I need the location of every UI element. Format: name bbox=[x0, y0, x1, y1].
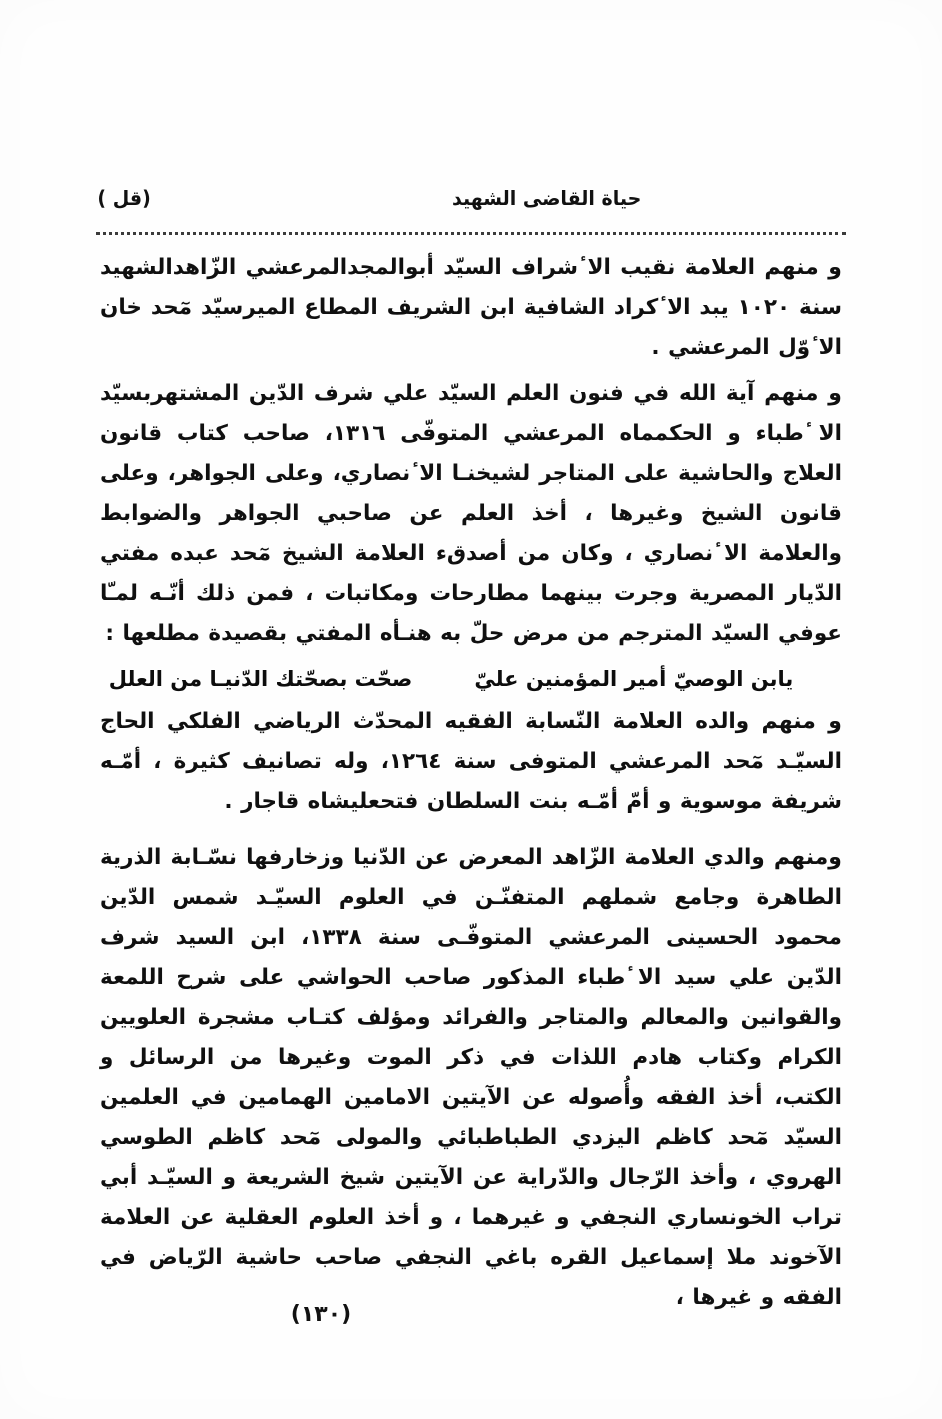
header-divider bbox=[96, 232, 846, 238]
header-running-title: حياة القاضى الشهيد bbox=[451, 186, 642, 210]
paragraph-4 bbox=[100, 838, 842, 1318]
paragraph-2 bbox=[100, 374, 842, 654]
page-body bbox=[100, 248, 842, 1309]
paragraph-2-lead: و منهم bbox=[764, 381, 842, 406]
paragraph-3 bbox=[100, 702, 842, 822]
verse-hemistich-right: صحّت بصحّتك الدّنيـا من العلل bbox=[108, 667, 413, 691]
paragraph-2-text: آية الله في فنون العلم السيّد علي شرف الدّين المشتهربسيّد الا ٔطباء و الحكمماه المرعشي المتوفّى ١٣١٦، صاحب كتاب قانون العلاج والحاشية على المتاجر لشيخنـا الا ٔنصاري، وعلى الجواهر، وعلى قانون الشيخ وغيرها ، أخذ العلم عن صاحبي الجواهر والضوابط والعلامة الا ٔنصاري ، وكان من أصدقء العلامة الشيخ مٓحد عبده مفتي الدّيار المصرية وجرت بينهما مطارحات ومكاتبات ، فمن ذلك أنّـه لمـّا عوفي السيّد المترجم من مرض حلّ به هنـأه المفتي بقصيدة مطلعها : bbox=[100, 381, 842, 646]
header-chapter-marker: (قل ) bbox=[97, 186, 151, 210]
page-number: (۱۳۰) bbox=[290, 1302, 352, 1327]
paragraph-3-lead: و منهم bbox=[761, 709, 842, 734]
paragraph-1-text: العلامة نقيب الا ٔشراف السيّد أبوالمجدالمرعشي الزّاهدالشهيد سنة ١٠٢٠ يبد الا ٔكراد الشافية ابن الشريف المطاع الميرسيّد مٓحد خان الا ٔوّل المرعشي . bbox=[100, 255, 843, 360]
paragraph-1-lead: و منهم bbox=[764, 255, 842, 280]
verse-couplet bbox=[100, 658, 842, 700]
page-footer bbox=[0, 1302, 942, 1327]
paragraph-1 bbox=[100, 248, 842, 368]
paragraph-3-text: والده العلامة النّسابة الفقيه المحدّث الرياضي الفلكي الحاج السيّـد مٓحد المرعشي المتوفى سنة ١٢٦٤، وله تصانيف كثيرة ، أمّـه شريفة موسوية و أمّ أمّـه بنت السلطان فتحعليشاه قاجار . bbox=[100, 709, 842, 814]
paragraph-4-lead: ومنهم bbox=[773, 845, 842, 870]
verse-hemistich-left: يابن الوصيّ أمير المؤمنين عليّ bbox=[474, 667, 794, 691]
paragraph-4-text: والدي العلامة الزّاهد المعرض عن الدّنيا وزخارفها نسّـابة الذرية الطاهرة وجامع شملهم المتفنّـن في العلوم السيّـد شمس الدّين محمود الحسينى المرعشي المتوفّـى سنة ١٣٣٨، ابن السيد شرف الدّين علي سيد الا ٔطباء المذكور صاحب الحواشي على شرح اللمعة والقوانين والمعالم والمتاجر والفرائد ومؤلف كتـاب مشجرة العلويين الكرام وكتاب هادم اللذات في ذكر الموت وغيرها من الرسائل و الكتب، أخذ الفقه وأُصوله عن الآيتين الامامين الهمامين في العلمين السيّد مٓحد كاظم اليزدي الطباطبائي والمولى مٓحد كاظم الطوسي الهروي ، وأخذ الرّجال والدّراية عن الآيتين شيخ الشريعة و السيّـد أبي تراب الخونساري النجفي و غيرهما ، و أخذ العلوم العقلية عن العلامة الآخوند ملا إسماعيل القره باغي النجفي صاحب حاشية الرّياض في الفقه و غيرها ، bbox=[100, 845, 842, 1310]
page-header bbox=[96, 186, 846, 226]
paragraph-spacer bbox=[100, 826, 842, 838]
